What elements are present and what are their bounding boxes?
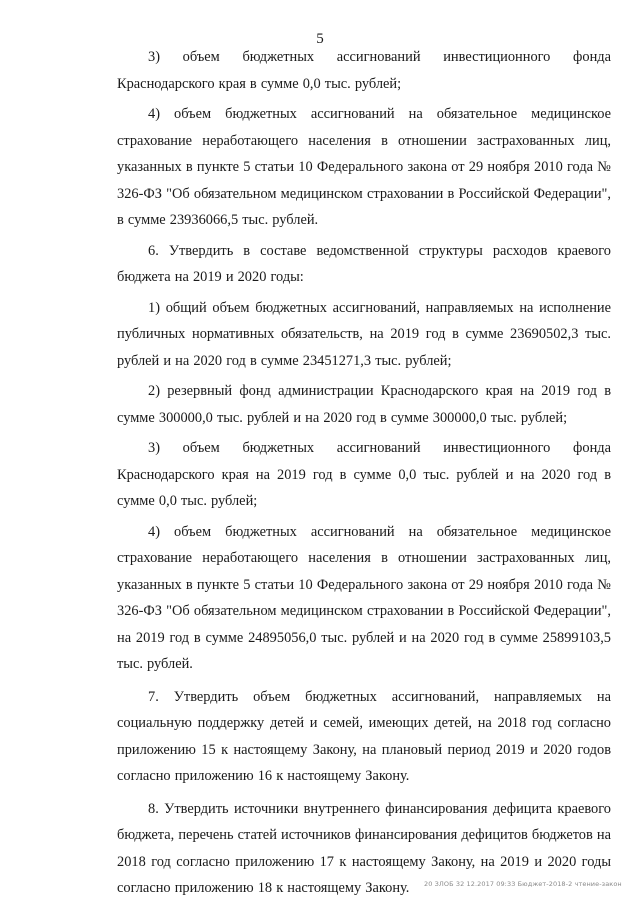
paragraph-3-investment-fund: 3) объем бюджетных ассигнований инвестиционного фонда Краснодарского края в сумме 0,0 тыс. рублей; bbox=[117, 49, 611, 92]
footer-file-stamp: 20 ЗЛОБ 32 12.2017 09:33 Бюджет-2018-2 чтение-закон bbox=[424, 880, 622, 888]
paragraph-item-7: 7. Утвердить объем бюджетных ассигнований, направляемых на социальную поддержку детей и семей, имеющих детей, на 2018 год согласно приложению 15 к настоящему Закону, на плановый период 2019 и 2020 годов согласно приложению 16 к настоящему Закону. bbox=[117, 688, 611, 784]
paragraph-6-2-reserve-fund: 2) резервный фонд администрации Краснодарского края на 2019 год в сумме 300000,0 тыс. рублей и на 2020 год в сумме 300000,0 тыс. рублей; bbox=[117, 383, 611, 426]
page-number: 5 bbox=[316, 31, 324, 47]
paragraph-item-8: 8. Утвердить источники внутреннего финансирования дефицита краевого бюджета, перечень статей источников финансирования дефицитов бюджетов на 2018 год согласно приложению 17 к настоящему Закону, на 2019 и 2020 годы согласно приложению 18 к настоящему Закону. bbox=[117, 800, 611, 896]
paragraph-6-4-medical-insurance: 4) объем бюджетных ассигнований на обязательное медицинское страхование неработающего населения в отношении застрахованных лиц, указанных в пункте 5 статьи 10 Федерального закона от 29 ноября 2010 года № 326-ФЗ "Об обязательном медицинском страховании в Российской Федерации", на 2019 год в сумме 24895056,0 тыс. рублей и на 2020 год в сумме 25899103,5 тыс. рублей. bbox=[117, 523, 611, 672]
paragraph-4-medical-insurance: 4) объем бюджетных ассигнований на обязательное медицинское страхование неработающего населения в отношении застрахованных лиц, указанных в пункте 5 статьи 10 Федерального закона от 29 ноября 2010 года № 326-ФЗ "Об обязательном медицинском страховании в Российской Федерации", в сумме 23936066,5 тыс. рублей. bbox=[117, 106, 611, 228]
document-body bbox=[117, 44, 611, 902]
paragraph-item-6: 6. Утвердить в составе ведомственной структуры расходов краевого бюджета на 2019 и 2020 годы: bbox=[117, 242, 611, 285]
paragraph-6-3-investment-fund: 3) объем бюджетных ассигнований инвестиционного фонда Краснодарского края на 2019 год в сумме 0,0 тыс. рублей и на 2020 год в сумме 0,0 тыс. рублей; bbox=[117, 440, 611, 509]
paragraph-6-1-public-obligations: 1) общий объем бюджетных ассигнований, направляемых на исполнение публичных нормативных обязательств, на 2019 год в сумме 23690502,3 тыс. рублей и на 2020 год в сумме 23451271,3 тыс. рублей; bbox=[117, 299, 611, 369]
